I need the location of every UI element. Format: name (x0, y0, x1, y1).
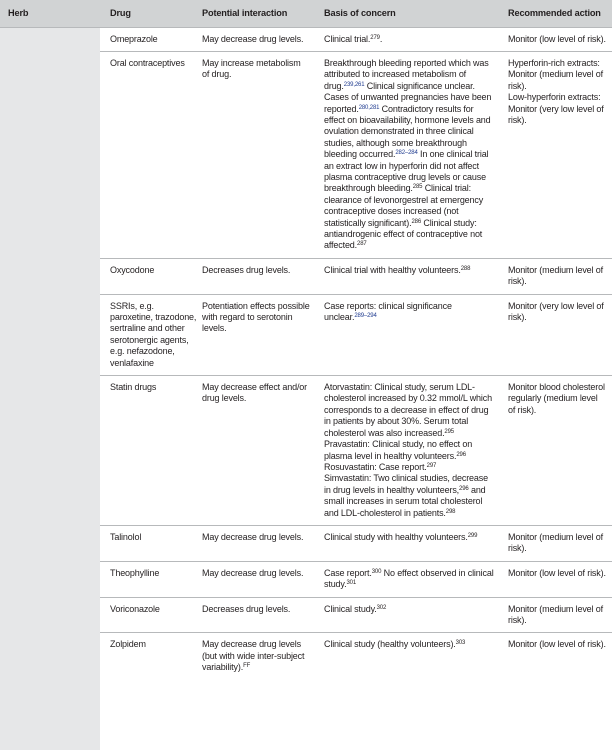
header-drug: Drug (110, 8, 131, 18)
basis-cell (318, 525, 504, 561)
table-header-row (0, 0, 612, 27)
reference-superscript: 302 (376, 604, 387, 611)
reference-superscript[interactable]: 280,281 (358, 104, 380, 111)
drug-cell: Talinolol (100, 525, 202, 561)
text-run: Clinical significance unclear. Cases of unwanted pregnancies have been reported. (324, 80, 492, 114)
table-row (0, 294, 612, 375)
text-run: and small increases in serum total cholesterol and LDL-cholesterol in patients. (324, 484, 486, 518)
text-run: Clinical study (healthy volunteers). (324, 639, 456, 650)
reference-superscript: 297 (426, 462, 437, 469)
action-cell (504, 27, 612, 51)
action-cell (504, 597, 612, 633)
drug-cell: Theophylline (100, 561, 202, 597)
reference-superscript: 296 (459, 485, 469, 492)
text-run: Clinical trial. (324, 33, 371, 44)
drug-cell: Oxycodone (100, 258, 202, 294)
drug-cell: Statin drugs (100, 376, 202, 526)
herb-cell (0, 51, 100, 258)
drug-cell: Omeprazole (100, 27, 202, 51)
interaction-cell: Potentiation effects possible with regard to serotonin levels. (202, 294, 318, 375)
basis-cell (318, 258, 504, 294)
reference-superscript: 299 (467, 532, 478, 539)
herb-cell (0, 633, 100, 680)
reference-superscript: 303 (455, 640, 466, 647)
table-row (0, 258, 612, 294)
interaction-cell: Decreases drug levels. (202, 597, 318, 633)
header-action: Recommended action (508, 8, 601, 18)
drug-cell: SSRIs, e.g. paroxetine, trazodone, sertraline and other serotonergic agents, e.g. nefazodone, venlafaxine (100, 294, 202, 375)
interaction-cell: Decreases drug levels. (202, 258, 318, 294)
basis-cell (318, 27, 504, 51)
text-run: Rosuvastatin: Case report. (324, 461, 427, 472)
interaction-cell (202, 633, 318, 680)
reference-superscript: 296 (456, 451, 466, 458)
action-cell (504, 258, 612, 294)
action-text: Monitor (medium level of risk). (508, 531, 603, 554)
herb-cell (0, 258, 100, 294)
action-text: Low-hyperforin extracts: Monitor (very low level of risk). (508, 92, 604, 125)
action-text: Monitor (medium level of risk). (508, 603, 603, 625)
header-basis: Basis of concern (324, 8, 396, 18)
reference-superscript: 286 (411, 218, 422, 225)
header-herb: Herb (8, 8, 29, 18)
action-text: Hyperforin-rich extracts: Monitor (medium level of risk). (508, 57, 603, 91)
reference-superscript: 285 (412, 184, 423, 191)
text-run: Case reports: clinical significance unclear. (324, 300, 452, 323)
basis-cell (318, 376, 504, 526)
basis-cell (318, 633, 504, 680)
drug-cell: Zolpidem (100, 633, 202, 680)
reference-superscript: 300 (371, 568, 382, 575)
text-run: Clinical study. (324, 603, 377, 614)
interaction-cell: May decrease drug levels. (202, 27, 318, 51)
text-run: Simvastatin: Two clinical studies, decrease in drug levels in healthy volunteers, (324, 473, 488, 495)
basis-cell (318, 597, 504, 633)
drug-cell: Oral contraceptives (100, 51, 202, 258)
text-run: Clinical study with healthy volunteers. (324, 531, 468, 542)
interaction-cell: May increase metabolism of drug. (202, 51, 318, 258)
action-cell (504, 376, 612, 526)
interaction-cell: May decrease effect and/or drug levels. (202, 376, 318, 526)
action-cell (504, 561, 612, 597)
text-run: Pravastatin: Clinical study, no effect on plasma level in healthy volunteers. (324, 439, 473, 461)
text-run: Breakthrough bleeding reported which was attributed to increased metabolism of drug. (324, 57, 489, 91)
action-text: Monitor (low level of risk). (508, 567, 606, 578)
reference-superscript: 287 (357, 241, 367, 248)
text-run: Case report. (324, 567, 372, 578)
table-row (0, 525, 612, 561)
header-interaction: Potential interaction (202, 8, 288, 18)
text-run: Clinical study: antiandrogenic effect of contraceptive not affected. (324, 217, 483, 251)
reference-superscript: 295 (444, 428, 454, 435)
action-cell (504, 294, 612, 375)
herb-cell (0, 294, 100, 375)
action-cell (504, 51, 612, 258)
herb-cell (0, 561, 100, 597)
basis-cell (318, 561, 504, 597)
text-run: Atorvastatin: Clinical study, serum LDL-cholesterol increased by 0.32 mmol/L which corresponds to a decrease in effect of drug in patients by about 30%. Serum total cholesterol was also increased. (324, 382, 492, 438)
basis-cell (318, 51, 504, 258)
reference-superscript: FF (243, 663, 251, 670)
herb-cell (0, 376, 100, 526)
herb-cell (0, 597, 100, 633)
reference-superscript[interactable]: 289–294 (354, 313, 377, 320)
text-run: In one clinical trial an extract low in hyperforin did not affect plasma contraceptive drug levels or cause breakthrough bleeding. (324, 149, 489, 194)
reference-superscript[interactable]: 282–284 (395, 150, 418, 157)
text-run: Contradictory results for effect on bioavailability, hormone levels and ovulation demonstrated in three clinical studies, although some breakthrough bleeding occurred. (324, 103, 491, 160)
table-row (0, 561, 612, 597)
action-text: Monitor blood cholesterol regularly (medium level of risk). (508, 382, 605, 415)
action-text: Monitor (very low level of risk). (508, 300, 604, 323)
interaction-cell: May decrease drug levels. (202, 561, 318, 597)
table-row (0, 633, 612, 680)
table-row (0, 597, 612, 633)
table-row (0, 376, 612, 526)
reference-superscript: 298 (445, 508, 456, 515)
text-run: Clinical trial: clearance of levonorgestrel at emergency contraceptive doses increased (not statistically significant). (324, 183, 484, 228)
reference-superscript: 288 (460, 265, 471, 272)
text-run: Clinical trial with healthy volunteers. (324, 264, 461, 275)
reference-superscript: 301 (346, 580, 357, 587)
action-text: Monitor (low level of risk). (508, 33, 606, 44)
action-text: Monitor (medium level of risk). (508, 264, 603, 287)
text-run: No effect observed in clinical study. (324, 567, 494, 590)
action-cell (504, 633, 612, 680)
interaction-cell: May decrease drug levels. (202, 525, 318, 561)
drug-cell: Voriconazole (100, 597, 202, 633)
action-cell (504, 525, 612, 561)
table-row (0, 51, 612, 258)
reference-superscript[interactable]: 239,261 (343, 81, 365, 88)
reference-superscript: 279 (370, 34, 380, 41)
text-run: May decrease drug levels (but with wide inter-subject variability). (202, 639, 305, 673)
herb-cell (0, 27, 100, 51)
table-row (0, 27, 612, 51)
text-run: . (379, 33, 383, 44)
herb-cell (0, 525, 100, 561)
action-text: Monitor (low level of risk). (508, 639, 606, 650)
basis-cell (318, 294, 504, 375)
